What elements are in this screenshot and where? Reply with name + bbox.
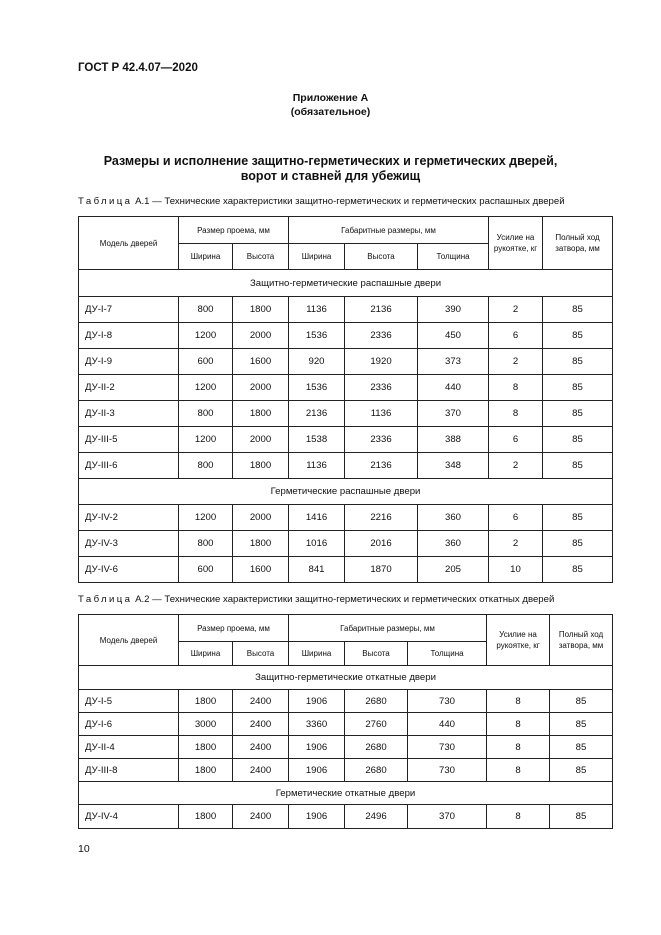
value-cell: 360 [418,531,489,557]
header-force: Усилие на рукоятке, кг [487,615,550,666]
table-row [79,375,613,401]
model-cell: ДУ-II-4 [79,736,179,759]
value-cell: 85 [543,505,613,531]
model-cell: ДУ-I-7 [79,297,179,323]
header-opening-width: Ширина [179,642,233,666]
model-cell: ДУ-I-9 [79,349,179,375]
value-cell: 1800 [179,736,233,759]
value-cell: 800 [179,453,233,479]
value-cell: 800 [179,531,233,557]
value-cell: 1800 [179,759,233,782]
value-cell: 1536 [289,375,345,401]
value-cell: 2400 [233,736,289,759]
value-cell: 800 [179,297,233,323]
value-cell: 85 [550,690,613,713]
value-cell: 2000 [233,427,289,453]
value-cell: 841 [289,557,345,583]
value-cell: 8 [489,375,543,401]
value-cell: 1136 [289,453,345,479]
value-cell: 1800 [179,690,233,713]
value-cell: 2000 [233,375,289,401]
value-cell: 348 [418,453,489,479]
value-cell: 440 [418,375,489,401]
value-cell: 1416 [289,505,345,531]
value-cell: 2680 [345,690,408,713]
value-cell: 390 [418,297,489,323]
value-cell: 1920 [345,349,418,375]
header-model: Модель дверей [79,615,179,666]
value-cell: 730 [408,736,487,759]
value-cell: 2400 [233,690,289,713]
table-row [79,505,613,531]
value-cell: 2400 [233,759,289,782]
value-cell: 85 [543,297,613,323]
value-cell: 8 [489,401,543,427]
table-row [79,453,613,479]
value-cell: 800 [179,401,233,427]
table-row [79,713,613,736]
header-overall-width: Ширина [289,642,345,666]
value-cell: 2760 [345,713,408,736]
model-cell: ДУ-III-6 [79,453,179,479]
model-cell: ДУ-III-5 [79,427,179,453]
value-cell: 2136 [345,453,418,479]
appendix-subtitle: (обязательное) [290,106,371,118]
value-cell: 2336 [345,323,418,349]
section-title-line1: Размеры и исполнение защитно-герметических и герметических дверей, [103,154,558,168]
table-row [79,557,613,583]
value-cell: 85 [543,323,613,349]
section-row: Герметические откатные двери [79,782,613,805]
value-cell: 2136 [289,401,345,427]
header-stroke: Полный ход затвора, мм [550,615,613,666]
value-cell: 2496 [345,805,408,829]
value-cell: 360 [418,505,489,531]
value-cell: 85 [543,453,613,479]
appendix-title: Приложение А [292,92,369,104]
model-cell: ДУ-II-3 [79,401,179,427]
value-cell: 8 [487,805,550,829]
value-cell: 2400 [233,805,289,829]
value-cell: 85 [550,713,613,736]
value-cell: 2136 [345,297,418,323]
value-cell: 2000 [233,505,289,531]
value-cell: 730 [408,690,487,713]
value-cell: 600 [179,349,233,375]
model-cell: ДУ-IV-2 [79,505,179,531]
header-overall: Габаритные размеры, мм [289,615,487,642]
value-cell: 1200 [179,505,233,531]
value-cell: 85 [550,759,613,782]
value-cell: 6 [489,505,543,531]
value-cell: 6 [489,323,543,349]
value-cell: 8 [487,736,550,759]
value-cell: 1800 [233,531,289,557]
value-cell: 370 [418,401,489,427]
value-cell: 8 [487,690,550,713]
value-cell: 1536 [289,323,345,349]
table-row [79,531,613,557]
table-row [79,736,613,759]
header-overall-thickness: Толщина [408,642,487,666]
header-overall-height: Высота [345,244,418,270]
value-cell: 8 [487,759,550,782]
model-cell: ДУ-I-8 [79,323,179,349]
document-header: ГОСТ Р 42.4.07—2020 [78,62,198,74]
value-cell: 85 [543,375,613,401]
table1-caption-text: А.1 — Технические характеристики защитно-герметических и герметических распашных дверей [132,196,565,207]
value-cell: 1800 [233,453,289,479]
header-opening: Размер проема, мм [179,217,289,244]
table1 [78,216,613,583]
value-cell: 1600 [233,557,289,583]
value-cell: 2216 [345,505,418,531]
value-cell: 2 [489,531,543,557]
header-stroke: Полный ход затвора, мм [543,217,613,270]
value-cell: 1800 [179,805,233,829]
value-cell: 1906 [289,759,345,782]
value-cell: 85 [543,349,613,375]
model-cell: ДУ-IV-4 [79,805,179,829]
value-cell: 440 [408,713,487,736]
value-cell: 388 [418,427,489,453]
model-cell: ДУ-III-8 [79,759,179,782]
model-cell: ДУ-II-2 [79,375,179,401]
value-cell: 1200 [179,427,233,453]
header-force: Усилие на рукоятке, кг [489,217,543,270]
value-cell: 1136 [289,297,345,323]
value-cell: 920 [289,349,345,375]
table2-caption [78,594,554,605]
header-overall: Габаритные размеры, мм [289,217,489,244]
value-cell: 85 [550,805,613,829]
value-cell: 6 [489,427,543,453]
value-cell: 2016 [345,531,418,557]
value-cell: 85 [543,427,613,453]
header-overall-height: Высота [345,642,408,666]
table-row [79,323,613,349]
value-cell: 1136 [345,401,418,427]
table-row [79,805,613,829]
header-overall-width: Ширина [289,244,345,270]
header-model: Модель дверей [79,217,179,270]
table-row [79,401,613,427]
value-cell: 1200 [179,375,233,401]
value-cell: 1906 [289,736,345,759]
model-cell: ДУ-IV-6 [79,557,179,583]
table-row [79,297,613,323]
value-cell: 1800 [233,401,289,427]
value-cell: 3360 [289,713,345,736]
value-cell: 1538 [289,427,345,453]
section-row: Защитно-герметические распашные двери [79,270,613,297]
model-cell: ДУ-IV-3 [79,531,179,557]
table2 [78,614,613,829]
value-cell: 205 [418,557,489,583]
section-title-line2: ворот и ставней для убежищ [240,169,421,183]
model-cell: ДУ-I-6 [79,713,179,736]
value-cell: 1016 [289,531,345,557]
table2-caption-prefix: Таблица [78,594,133,605]
header-opening: Размер проема, мм [179,615,289,642]
value-cell: 1906 [289,805,345,829]
page-number: 10 [78,843,90,855]
value-cell: 1600 [233,349,289,375]
value-cell: 730 [408,759,487,782]
value-cell: 2336 [345,375,418,401]
value-cell: 8 [487,713,550,736]
header-overall-thickness: Толщина [418,244,489,270]
value-cell: 2 [489,349,543,375]
table1-caption-prefix: Таблица [78,196,133,207]
section-row: Защитно-герметические откатные двери [79,666,613,690]
value-cell: 1800 [233,297,289,323]
model-cell: ДУ-I-5 [79,690,179,713]
table-row [79,349,613,375]
value-cell: 2680 [345,736,408,759]
value-cell: 2336 [345,427,418,453]
value-cell: 2 [489,453,543,479]
value-cell: 2 [489,297,543,323]
header-opening-height: Высота [233,244,289,270]
header-opening-width: Ширина [179,244,233,270]
value-cell: 2400 [233,713,289,736]
value-cell: 10 [489,557,543,583]
value-cell: 2680 [345,759,408,782]
value-cell: 450 [418,323,489,349]
header-opening-height: Высота [233,642,289,666]
value-cell: 85 [543,557,613,583]
value-cell: 370 [408,805,487,829]
table2-caption-text: А.2 — Технические характеристики защитно-герметических и герметических откатных дверей [132,594,555,605]
value-cell: 1906 [289,690,345,713]
table-row [79,759,613,782]
value-cell: 3000 [179,713,233,736]
value-cell: 85 [543,531,613,557]
table1-caption [78,196,565,207]
value-cell: 1870 [345,557,418,583]
value-cell: 373 [418,349,489,375]
table-row [79,690,613,713]
value-cell: 600 [179,557,233,583]
value-cell: 2000 [233,323,289,349]
value-cell: 1200 [179,323,233,349]
section-row: Герметические распашные двери [79,479,613,505]
table-row [79,427,613,453]
value-cell: 85 [550,736,613,759]
value-cell: 85 [543,401,613,427]
